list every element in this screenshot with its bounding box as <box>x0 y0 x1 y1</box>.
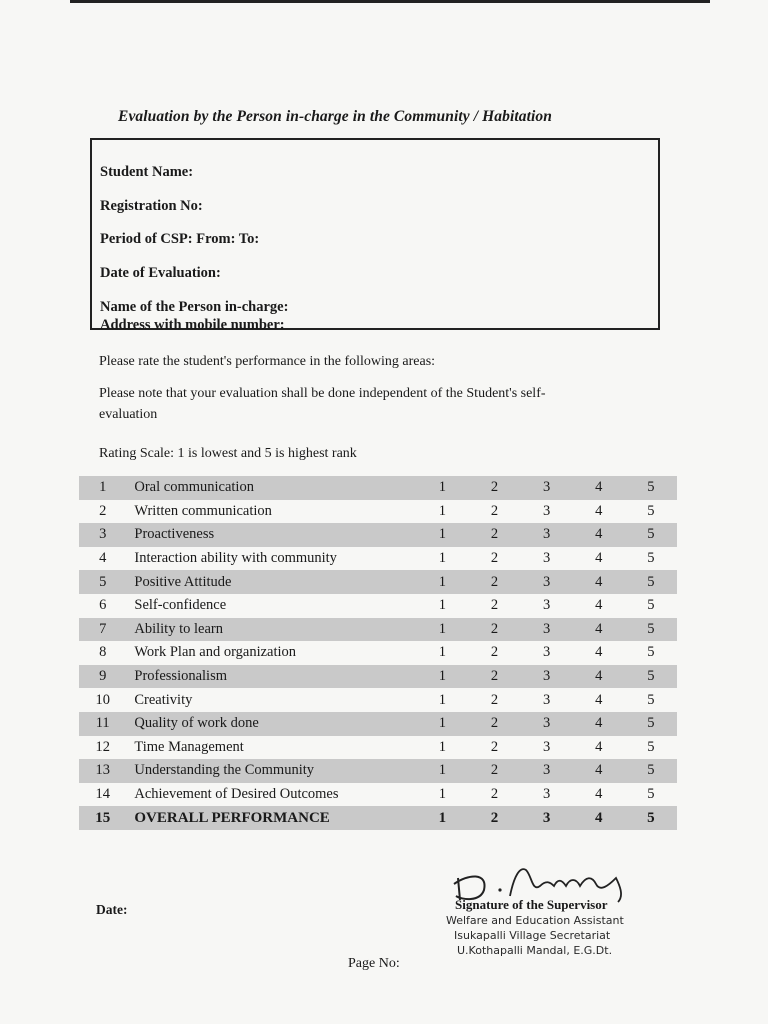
table-row <box>79 712 677 736</box>
rating-option-1[interactable]: 1 <box>416 806 468 830</box>
rating-option-1[interactable]: 1 <box>438 786 446 803</box>
table-row <box>79 806 677 830</box>
table-row <box>79 476 677 500</box>
rating-option-3[interactable]: 3 <box>521 618 573 642</box>
rating-option-5[interactable]: 5 <box>647 691 655 708</box>
rating-option-5[interactable]: 5 <box>625 759 677 783</box>
rating-option-4[interactable]: 4 <box>573 618 625 642</box>
evaluation-area: Quality of work done <box>126 712 416 736</box>
rating-option-1[interactable]: 1 <box>438 738 446 755</box>
rating-option-1[interactable]: 1 <box>438 691 446 708</box>
rating-option-2[interactable]: 2 <box>490 691 499 708</box>
rating-option-2[interactable]: 2 <box>490 597 499 614</box>
address-label: Address with mobile number: <box>100 317 285 333</box>
rating-option-3[interactable]: 3 <box>542 691 551 708</box>
rating-option-5[interactable]: 5 <box>625 665 677 689</box>
rating-option-3[interactable]: 3 <box>521 523 573 547</box>
rating-option-1[interactable]: 1 <box>416 570 468 594</box>
date-label: Date: <box>96 902 128 917</box>
rating-option-5[interactable]: 5 <box>625 806 677 830</box>
rating-option-2[interactable]: 2 <box>468 712 520 736</box>
rating-scale-text: Rating Scale: 1 is lowest and 5 is highest rank <box>99 446 357 461</box>
rating-option-5[interactable]: 5 <box>625 523 677 547</box>
rating-option-2[interactable]: 2 <box>468 806 520 830</box>
table-row <box>79 783 677 807</box>
rating-option-5[interactable]: 5 <box>625 618 677 642</box>
page-title: Evaluation by the Person in-charge in the Community / Habitation <box>118 108 552 125</box>
evaluation-area: Written communication <box>134 502 272 519</box>
evaluation-area: Interaction ability with community <box>134 550 337 567</box>
registration-no-label: Registration No: <box>100 198 203 214</box>
rating-option-1[interactable]: 1 <box>416 618 468 642</box>
rating-option-5[interactable]: 5 <box>625 570 677 594</box>
rating-option-3[interactable]: 3 <box>521 712 573 736</box>
rating-option-3[interactable]: 3 <box>542 597 551 614</box>
rating-option-4[interactable]: 4 <box>595 691 603 708</box>
rating-option-2[interactable]: 2 <box>468 759 520 783</box>
table-row <box>79 641 677 665</box>
rating-option-1[interactable]: 1 <box>438 597 446 614</box>
rating-option-5[interactable]: 5 <box>647 550 655 567</box>
rating-option-4[interactable]: 4 <box>573 570 625 594</box>
person-incharge-label: Name of the Person in-charge: <box>100 299 289 315</box>
row-number: 11 <box>79 712 126 736</box>
row-number: 1 <box>79 476 126 500</box>
rating-option-1[interactable]: 1 <box>416 476 468 500</box>
row-number: 8 <box>99 644 107 661</box>
rating-option-4[interactable]: 4 <box>573 665 625 689</box>
row-number: 10 <box>95 691 110 708</box>
evaluation-area: Oral communication <box>126 476 416 500</box>
row-number: 14 <box>95 786 110 803</box>
row-number: 2 <box>99 502 107 519</box>
rating-option-3[interactable]: 3 <box>542 786 551 803</box>
student-name-label: Student Name: <box>100 164 194 180</box>
rating-option-4[interactable]: 4 <box>595 597 603 614</box>
table-row <box>79 688 677 712</box>
rating-option-5[interactable]: 5 <box>625 476 677 500</box>
signature-title: Signature of the Supervisor <box>455 897 608 912</box>
rating-option-1[interactable]: 1 <box>438 550 446 567</box>
instruction-note-line1: Please note that your evaluation shall be done independent of the Student's self- <box>99 386 546 401</box>
table-row <box>79 547 677 571</box>
rating-option-3[interactable]: 3 <box>542 644 551 661</box>
row-number: 13 <box>79 759 126 783</box>
rating-option-4[interactable]: 4 <box>573 476 625 500</box>
rating-option-4[interactable]: 4 <box>573 712 625 736</box>
rating-option-4[interactable]: 4 <box>573 806 625 830</box>
rating-option-1[interactable]: 1 <box>416 712 468 736</box>
rating-option-2[interactable]: 2 <box>490 644 499 661</box>
row-number: 5 <box>79 570 126 594</box>
rating-option-4[interactable]: 4 <box>595 550 603 567</box>
row-number: 12 <box>95 738 110 755</box>
rating-table <box>79 476 677 830</box>
stamp-line-2: Isukapalli Village Secretariat <box>454 929 611 942</box>
rating-option-4[interactable]: 4 <box>595 502 603 519</box>
rating-option-2[interactable]: 2 <box>468 476 520 500</box>
table-row <box>79 665 677 689</box>
table-row <box>79 570 677 594</box>
rating-option-3[interactable]: 3 <box>542 502 551 519</box>
stamp-line-3: U.Kothapalli Mandal, E.G.Dt. <box>457 944 613 957</box>
rating-option-2[interactable]: 2 <box>468 570 520 594</box>
rating-option-5[interactable]: 5 <box>647 597 655 614</box>
evaluation-area: Creativity <box>134 691 193 708</box>
rating-option-3[interactable]: 3 <box>521 476 573 500</box>
rating-option-4[interactable]: 4 <box>573 523 625 547</box>
rating-option-2[interactable]: 2 <box>490 502 499 519</box>
row-number: 15 <box>79 806 126 830</box>
evaluation-area: Understanding the Community <box>126 759 416 783</box>
row-number: 3 <box>79 523 126 547</box>
row-number: 7 <box>79 618 126 642</box>
rating-option-2[interactable]: 2 <box>490 550 499 567</box>
signature-block <box>446 897 676 958</box>
evaluation-area: Positive Attitude <box>126 570 416 594</box>
rating-option-1[interactable]: 1 <box>416 665 468 689</box>
rating-option-5[interactable]: 5 <box>647 738 655 755</box>
top-edge-line <box>70 0 710 3</box>
evaluation-area: Achievement of Desired Outcomes <box>134 786 339 803</box>
rating-option-1[interactable]: 1 <box>438 644 446 661</box>
evaluation-area: Time Management <box>134 738 244 755</box>
page-number-label: Page No: <box>348 956 400 971</box>
period-label: Period of CSP: From: To: <box>100 231 260 247</box>
evaluation-area: Ability to learn <box>126 618 416 642</box>
student-info-box <box>90 138 660 333</box>
rating-option-1[interactable]: 1 <box>416 759 468 783</box>
rating-option-3[interactable]: 3 <box>521 806 573 830</box>
rating-option-2[interactable]: 2 <box>490 738 499 755</box>
table-row <box>79 736 677 760</box>
instruction-rate: Please rate the student's performance in the following areas: <box>99 354 436 369</box>
row-number: 9 <box>79 665 126 689</box>
table-row <box>79 618 677 642</box>
rating-option-4[interactable]: 4 <box>595 786 603 803</box>
table-row <box>79 500 677 524</box>
rating-option-4[interactable]: 4 <box>595 644 603 661</box>
rating-option-2[interactable]: 2 <box>468 523 520 547</box>
rating-option-2[interactable]: 2 <box>468 665 520 689</box>
table-row <box>79 594 677 618</box>
evaluation-area: OVERALL PERFORMANCE <box>126 806 416 830</box>
instruction-note-line2: evaluation <box>99 407 158 422</box>
evaluation-area: Work Plan and organization <box>134 644 297 661</box>
table-row <box>79 759 677 783</box>
rating-option-1[interactable]: 1 <box>416 523 468 547</box>
rating-option-3[interactable]: 3 <box>521 665 573 689</box>
rating-option-5[interactable]: 5 <box>647 786 655 803</box>
rating-option-5[interactable]: 5 <box>647 502 655 519</box>
rating-option-5[interactable]: 5 <box>625 712 677 736</box>
rating-option-4[interactable]: 4 <box>573 759 625 783</box>
rating-option-5[interactable]: 5 <box>647 644 655 661</box>
rating-option-3[interactable]: 3 <box>542 738 551 755</box>
row-number: 4 <box>99 550 107 567</box>
date-of-evaluation-label: Date of Evaluation: <box>100 265 221 281</box>
evaluation-area: Proactiveness <box>126 523 416 547</box>
rating-option-3[interactable]: 3 <box>521 570 573 594</box>
rating-option-1[interactable]: 1 <box>438 502 446 519</box>
rating-option-2[interactable]: 2 <box>468 618 520 642</box>
rating-option-3[interactable]: 3 <box>542 550 551 567</box>
row-number: 6 <box>99 597 107 614</box>
rating-option-2[interactable]: 2 <box>490 786 499 803</box>
table-row <box>79 523 677 547</box>
evaluation-area: Professionalism <box>126 665 416 689</box>
rating-option-3[interactable]: 3 <box>521 759 573 783</box>
evaluation-area: Self-confidence <box>134 597 227 614</box>
rating-option-4[interactable]: 4 <box>595 738 603 755</box>
stamp-line-1: Welfare and Education Assistant <box>446 914 624 927</box>
